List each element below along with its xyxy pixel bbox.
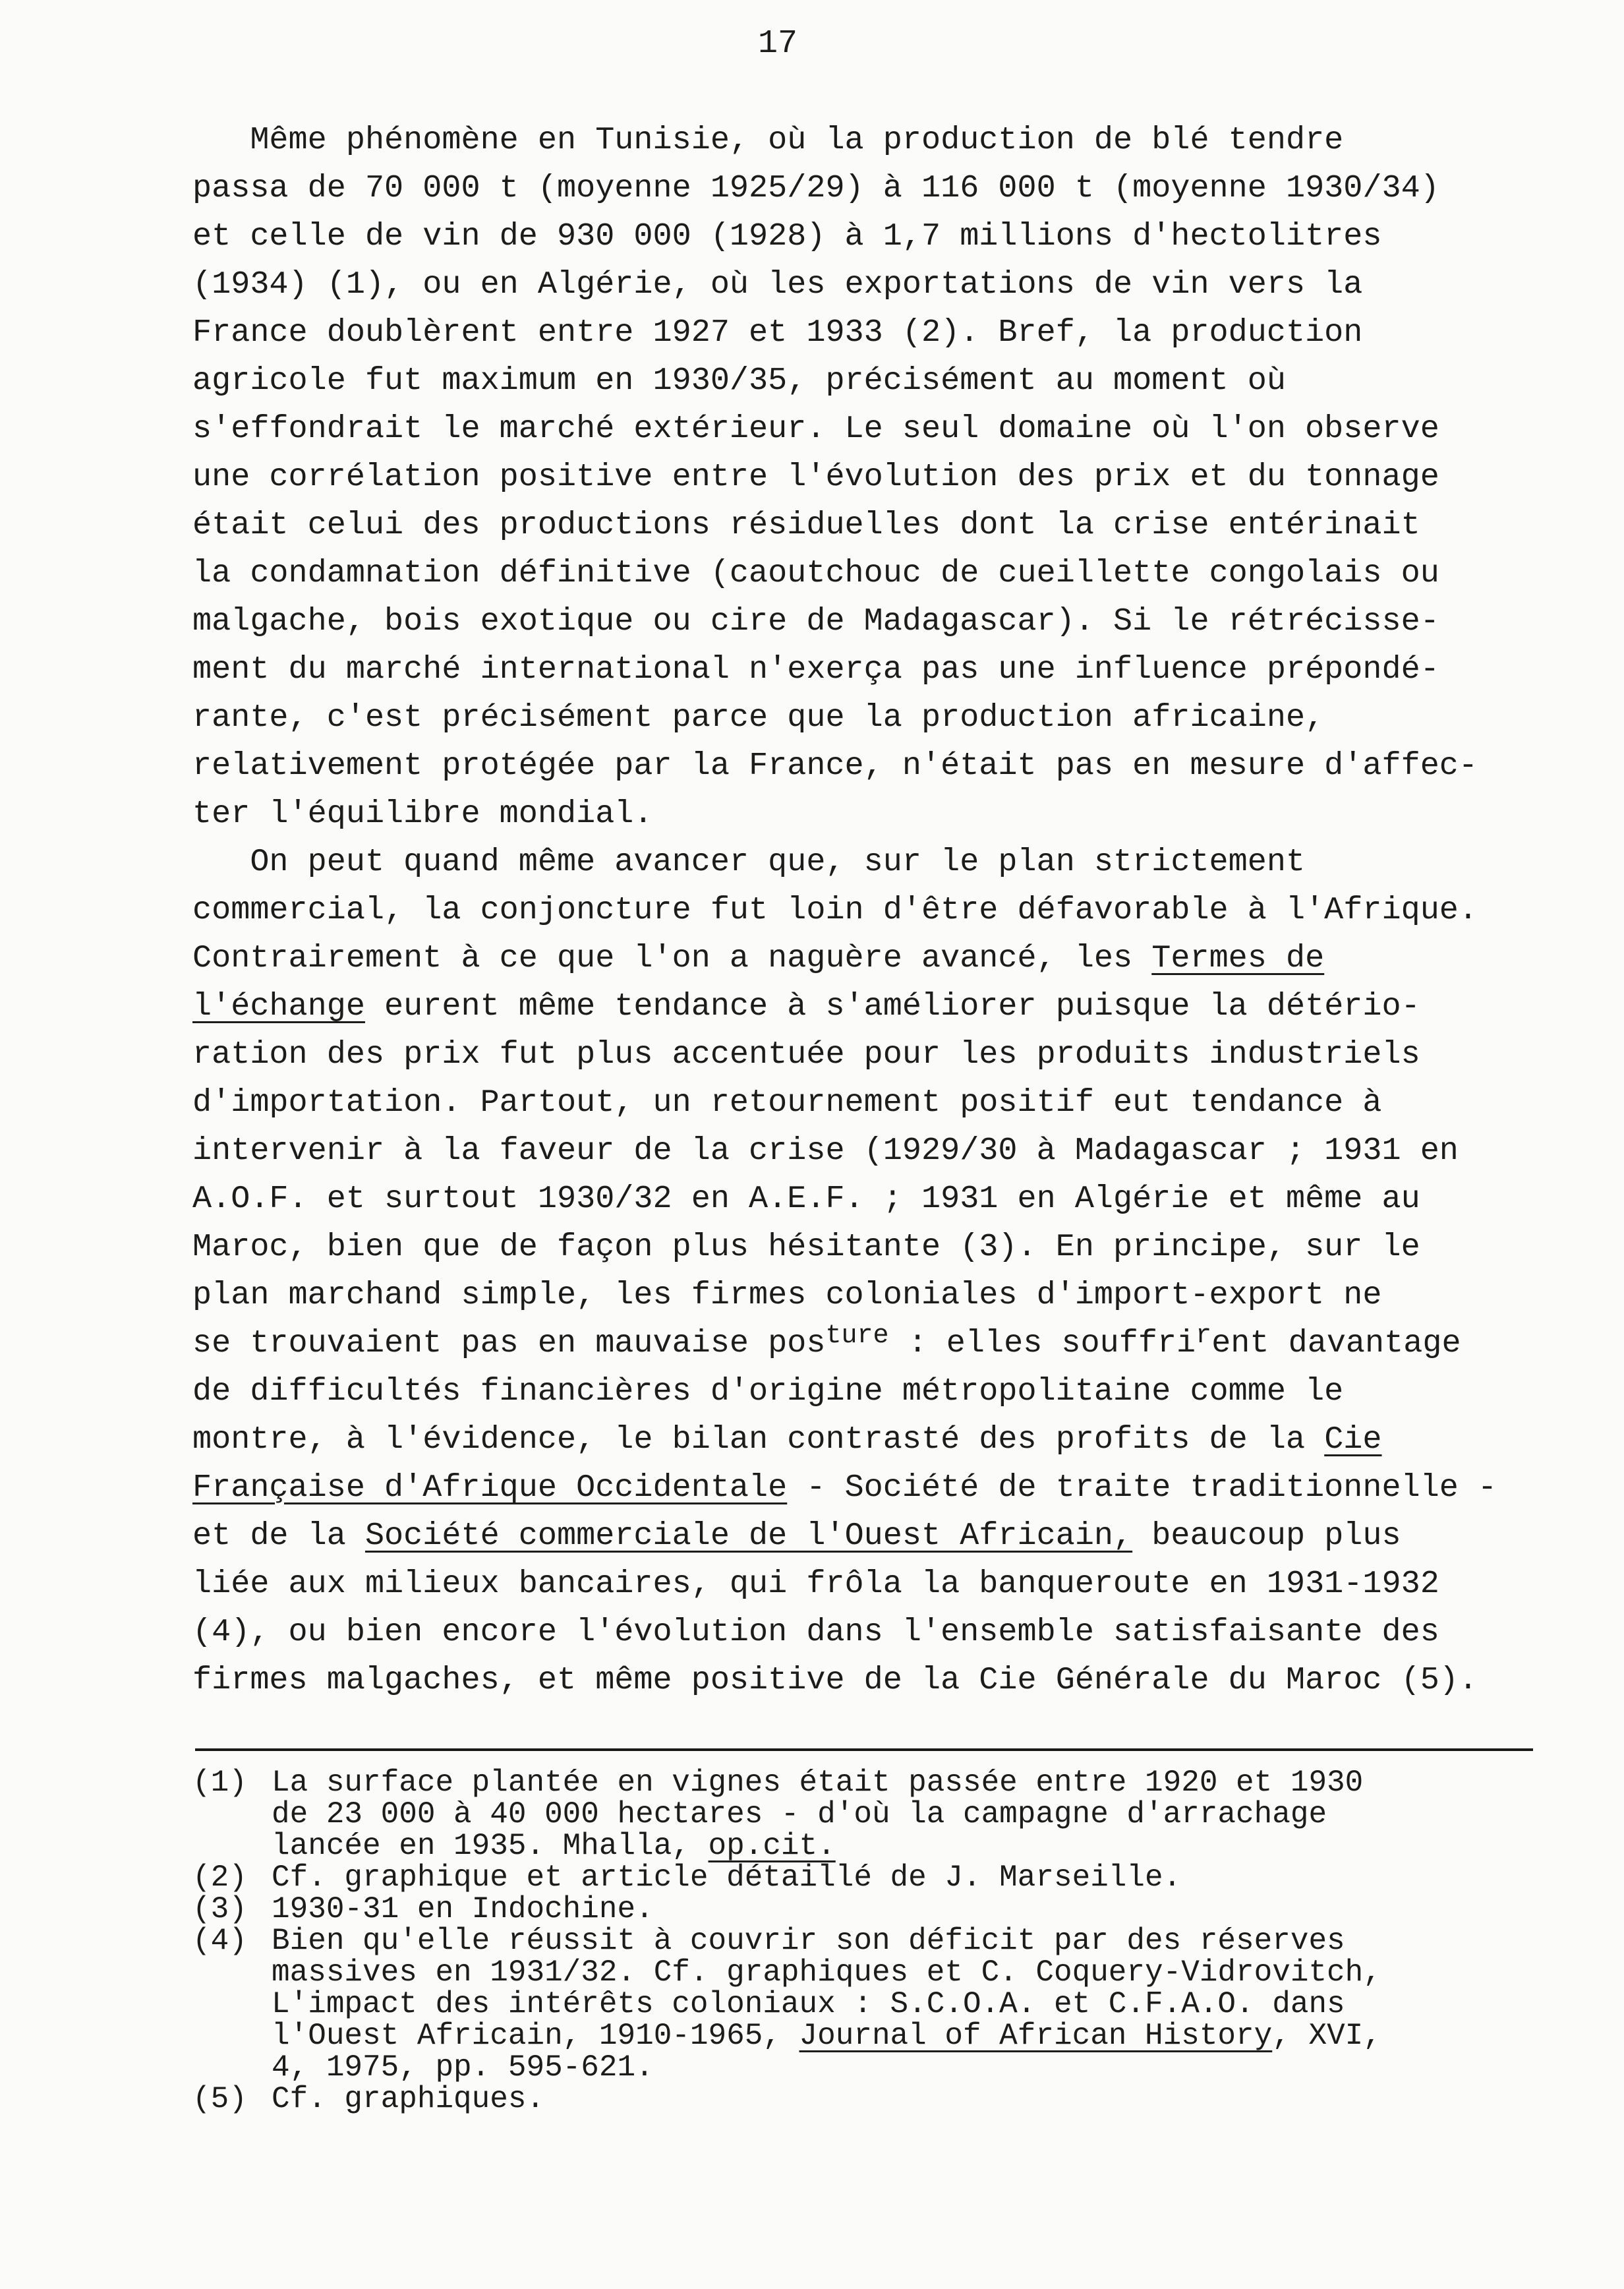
- text-segment: montre, à l'évidence, le bilan contrasté des profits de la: [192, 1421, 1325, 1458]
- text-line: était celui des productions résiduelles dont la crise entérinait: [192, 507, 1420, 543]
- text-line: s'effondrait le marché extérieur. Le seul domaine où l'on observe: [192, 411, 1439, 447]
- footnote-text: 1930-31 en Indochine.: [272, 1892, 654, 1926]
- text-segment: : elles souffri: [888, 1325, 1196, 1361]
- footnote-line: [192, 2020, 1381, 2052]
- text-line: [192, 1512, 1577, 1560]
- text-line: malgache, bois exotique ou cire de Madagascar). Si le rétrécisse-: [192, 603, 1439, 639]
- underlined-term: Cie: [1324, 1421, 1382, 1458]
- text-line: (4), ou bien encore l'évolution dans l'ensemble satisfaisante des: [192, 1614, 1439, 1650]
- text-line: [192, 934, 1577, 982]
- text-line: d'importation. Partout, un retournement positif eut tendance à: [192, 1085, 1382, 1121]
- footnote-mark: (3): [192, 1892, 247, 1926]
- footnote-line: [192, 1925, 1577, 1957]
- footnote-text: l'Ouest Africain, 1910-1965,: [272, 2019, 799, 2053]
- text-line: [192, 1319, 1577, 1367]
- text-line: firmes malgaches, et même positive de la Cie Générale du Maroc (5).: [192, 1662, 1478, 1698]
- body-text: [192, 116, 1577, 1704]
- text-line: [192, 1415, 1577, 1464]
- footnote-text: La surface plantée en vignes était passée entre 1920 et 1930: [272, 1766, 1364, 1800]
- text-line: et celle de vin de 930 000 (1928) à 1,7 millions d'hectolitres: [192, 218, 1382, 254]
- footnote-line: [192, 1767, 1577, 1798]
- footnote-text: lancée en 1935. Mhalla,: [272, 1829, 709, 1863]
- paragraph-2: [192, 838, 1577, 1704]
- text-line: relativement protégée par la France, n'était pas en mesure d'affec-: [192, 748, 1478, 784]
- footnote-divider: [195, 1748, 1533, 1751]
- text-segment: beaucoup plus: [1132, 1518, 1401, 1554]
- text-segment: et de la: [192, 1518, 365, 1554]
- underlined-term: Termes de: [1151, 940, 1325, 976]
- text-line: une corrélation positive entre l'évolution des prix et du tonnage: [192, 459, 1439, 495]
- text-line: Même phénomène en Tunisie, où la production de blé tendre: [192, 122, 1344, 158]
- footnote-line: massives en 1931/32. Cf. graphiques et C. Coquery-Vidrovitch,: [272, 1955, 1381, 1990]
- text-line: liée aux milieux bancaires, qui frôla la banqueroute en 1931-1932: [192, 1566, 1439, 1602]
- text-line: Maroc, bien que de façon plus hésitante (3). En principe, sur le: [192, 1229, 1420, 1265]
- footnote-line: [192, 1862, 1577, 1893]
- footnote-2: [192, 1862, 1577, 1893]
- underlined-term: Société commerciale de l'Ouest Africain,: [364, 1518, 1133, 1554]
- raised-text: r: [1196, 1321, 1212, 1351]
- text-segment: eurent même tendance à s'améliorer puisque la détério-: [364, 988, 1420, 1025]
- text-line: On peut quand même avancer que, sur le plan strictement: [192, 844, 1306, 880]
- text-line: ter l'équilibre mondial.: [192, 796, 653, 832]
- text-segment: Contrairement à ce que l'on a naguère avancé, les: [192, 940, 1152, 976]
- text-segment: ent davantage: [1211, 1325, 1461, 1361]
- footnote-line: L'impact des intérêts coloniaux : S.C.O.A. et C.F.A.O. dans: [272, 1987, 1345, 2021]
- underlined-term: Française d'Afrique Occidentale: [192, 1470, 788, 1506]
- underlined-term: Journal of African History: [799, 2019, 1273, 2053]
- text-line: France doublèrent entre 1927 et 1933 (2). Bref, la production: [192, 314, 1363, 351]
- text-line: commercial, la conjoncture fut loin d'être défavorable à l'Afrique.: [192, 892, 1478, 928]
- footnote-text: Bien qu'elle réussit à couvrir son déficit par des réserves: [272, 1924, 1345, 1958]
- footnote-line: [192, 1893, 1577, 1925]
- text-line: ration des prix fut plus accentuée pour les produits industriels: [192, 1036, 1420, 1073]
- text-line: A.O.F. et surtout 1930/32 en A.E.F. ; 1931 en Algérie et même au: [192, 1181, 1420, 1217]
- footnote-3: [192, 1893, 1577, 1925]
- text-line: intervenir à la faveur de la crise (1929/30 à Madagascar ; 1931 en: [192, 1133, 1459, 1169]
- footnote-mark: (5): [192, 2082, 247, 2116]
- text-line: agricole fut maximum en 1930/35, précisément au moment où: [192, 363, 1286, 399]
- footnote-mark: (1): [192, 1766, 247, 1800]
- footnote-text: Cf. graphiques.: [272, 2082, 545, 2116]
- text-segment: se trouvaient pas en mauvaise pos: [192, 1325, 826, 1361]
- footnote-5: [192, 2083, 1577, 2115]
- page-number: 17: [757, 25, 798, 63]
- text-line: plan marchand simple, les firmes coloniales d'import-export ne: [192, 1277, 1382, 1313]
- text-line: la condamnation définitive (caoutchouc de cueillette congolais ou: [192, 555, 1439, 591]
- footnote-mark: (2): [192, 1860, 247, 1895]
- text-line: de difficultés financières d'origine métropolitaine comme le: [192, 1373, 1344, 1410]
- footnotes: [192, 1767, 1577, 2115]
- footnote-1: [192, 1767, 1577, 1862]
- text-line: passa de 70 000 t (moyenne 1925/29) à 116 000 t (moyenne 1930/34): [192, 170, 1439, 206]
- underlined-term: op.cit.: [708, 1829, 836, 1863]
- footnote-line: 4, 1975, pp. 595-621.: [272, 2050, 654, 2085]
- footnote-line: [192, 2083, 1577, 2115]
- footnote-text: Cf. graphique et article détaillé de J. Marseille.: [272, 1860, 1182, 1895]
- footnote-mark: (4): [192, 1924, 247, 1958]
- footnote-4: [192, 1925, 1577, 2083]
- text-segment: - Société de traite traditionnelle -: [787, 1470, 1497, 1506]
- text-line: rante, c'est précisément parce que la production africaine,: [192, 699, 1325, 736]
- text-line: (1934) (1), ou en Algérie, où les exportations de vin vers la: [192, 266, 1363, 303]
- footnote-line: de 23 000 à 40 000 hectares - d'où la campagne d'arrachage: [272, 1797, 1327, 1831]
- paragraph-1: [192, 116, 1577, 838]
- raised-text: ture: [825, 1321, 889, 1351]
- text-line: [192, 982, 1577, 1030]
- underlined-term: l'échange: [192, 988, 365, 1025]
- footnote-text: , XVI,: [1272, 2019, 1381, 2053]
- text-line: [192, 1464, 1577, 1512]
- text-line: ment du marché international n'exerça pas une influence prépondé-: [192, 651, 1439, 688]
- footnote-line: [192, 1830, 836, 1862]
